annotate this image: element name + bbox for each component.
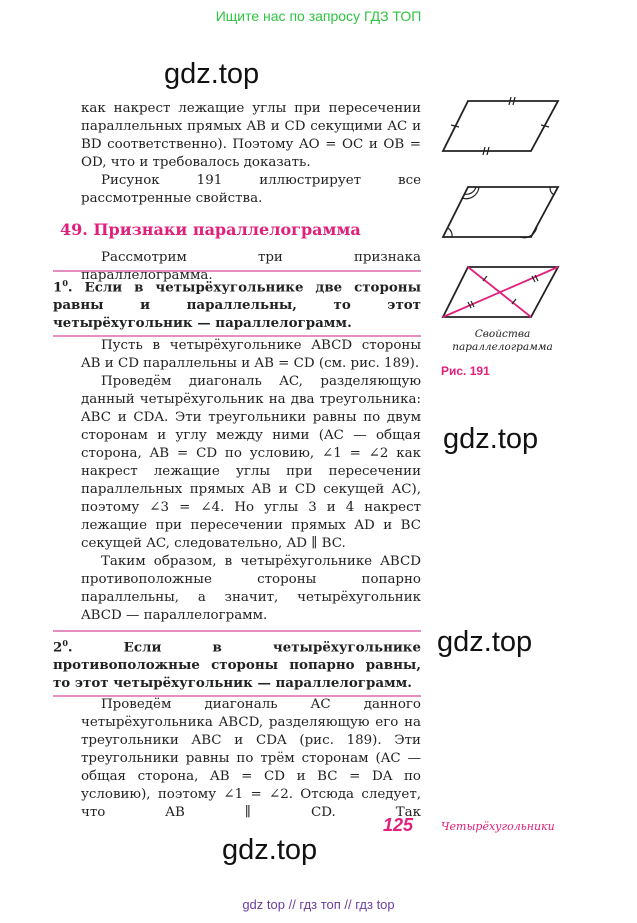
paragraph: Рисунок 191 иллюстрирует все рассмотренные свойства. [81,173,421,206]
paragraph: Проведём диагональ AC данного четырёхугольника ABCD, разделяющую его на треугольники ABC и CDA (рис. 189). Эти треугольники равны по трём сторонам (AC — общая сторона, AB = CD и BC = DA по условию), поэтому ∠1 = ∠2. Отсюда следует, что AB ∥ CD. Так [81,697,421,820]
theorem-text: . Если в четырёхугольнике противоположные стороны попарно равны, то этот четырёхугольник — параллелограмм. [53,639,421,692]
figure-caption: Свойства параллелограмма [452,328,553,353]
paragraph: Таким образом, в четырёхугольнике ABCD противоположные стороны попарно параллельны, а значит, четырёхугольник ABCD — параллелограмм. [81,554,421,623]
theorem-2-box [53,630,421,697]
watermark: gdz.top [437,626,533,658]
parallelogram-shape [443,101,558,151]
paragraph: как накрест лежащие углы при пересечении параллельных прямых AB и CD секущими AC и BD соответственно). Поэтому AO = OC и OB = OD, что и требовалось доказать. [81,101,421,170]
paragraph: Проведём диагональ AC, разделяющую данный четырёхугольник на два треугольника: ABC и CDA. Эти треугольники равны по двум сторонам и углу между ними (AC — общая сторона, AB = CD по условию, ∠1 = ∠2 как накрест лежащие углы при пересечении параллельных прямых AB и CD секущей AC), поэтому ∠3 = ∠4. Но углы 3 и 4 накрест лежащие при пересечении прямых AD и BC секущей AC, следовательно, AD ∥ BC. [81,374,421,551]
parallelogram-diagonals-figure [438,262,568,324]
page-title: Четырёхугольники [441,820,555,833]
parallelogram-angles-figure [438,182,568,244]
angle-arc [448,228,452,237]
search-banner[interactable]: Ищите нас по запросу ГДЗ ТОП [215,8,422,24]
figure-label: Рис. 191 [441,364,490,378]
paragraph: Пусть в четырёхугольнике ABCD стороны AB и CD параллельны и AB = CD (см. рис. 189). [81,338,421,371]
theorem-text: . Если в четырёхугольнике две стороны равны и параллельны, то этот четырёхугольник — параллелограмм. [53,279,421,332]
angle-arc [520,226,537,238]
theorem-sup: 0 [62,278,68,288]
theorem-1 [53,274,421,332]
watermark: gdz.top [443,423,539,455]
footer-links[interactable]: gdz top // гдз топ // гдз top [242,897,395,912]
theorem-sup: 0 [62,638,68,648]
watermark: gdz.top [222,834,318,866]
diagonal-line [443,267,558,317]
theorem-1-box [53,270,421,337]
parallelogram-sides-figure [438,96,568,158]
parallelogram-shape [443,187,558,237]
theorem-number: 2 [53,639,63,656]
watermark: gdz.top [164,58,260,90]
section-intro: Рассмотрим три признака параллелограмма. [81,250,421,283]
theorem-2 [53,634,421,692]
page-number: 125 [383,815,414,835]
top-text [81,100,421,208]
proof-1 [81,337,421,625]
theorem-number: 1 [53,279,63,296]
section-heading: 49. Признаки параллелограмма [60,220,361,239]
proof-2 [81,696,421,822]
